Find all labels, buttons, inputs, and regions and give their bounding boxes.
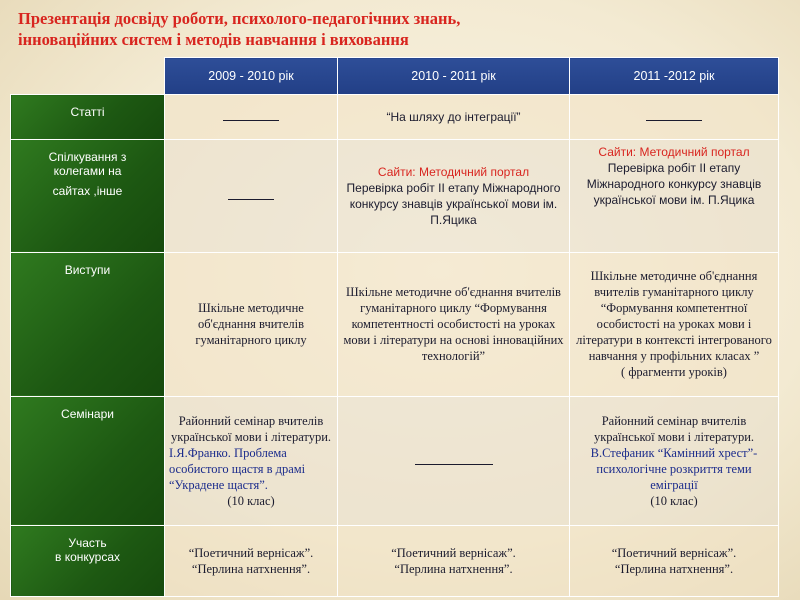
cell-text-tail: (10 клас) bbox=[227, 493, 275, 508]
cell-communication-2010 bbox=[338, 139, 570, 252]
cell-speeches-2010: Шкільне методичне об'єднання вчителів гуманітарного циклу “Формування компетентності особистості на уроках мови і літератури на основі інноваційних технологій” bbox=[338, 252, 570, 396]
row-label-contests bbox=[11, 526, 165, 597]
cell-text-topic: В.Стефаник “Камінний хрест”- психологічне розкриття теми еміграції bbox=[590, 445, 758, 492]
column-header-2010: 2010 - 2011 рік bbox=[338, 58, 570, 95]
cell-speeches-2009: Шкільне методичне об'єднання вчителів гуманітарного циклу bbox=[165, 252, 338, 396]
experience-table bbox=[10, 57, 779, 597]
cell-text: Перевірка робіт ІІ етапу Міжнародного конкурсу знавців української мови ім. П.Яцика bbox=[586, 160, 762, 207]
cell-articles-2009 bbox=[165, 95, 338, 140]
cell-text-tail: (10 клас) bbox=[650, 493, 698, 508]
row-label-line: Участь bbox=[68, 536, 107, 551]
cell-text: Районний семінар вчителів української мови і літератури. bbox=[170, 413, 332, 444]
contest-name: “Перлина натхнення”. bbox=[394, 562, 513, 577]
slide-title bbox=[18, 8, 778, 50]
contest-name: “Перлина натхнення”. bbox=[191, 562, 311, 577]
cell-contests-2011 bbox=[570, 526, 779, 597]
cell-articles-2010: “На шляху до інтеграції” bbox=[338, 95, 570, 140]
header-row bbox=[11, 58, 779, 95]
empty-dash bbox=[646, 119, 702, 121]
header-corner bbox=[11, 58, 165, 95]
sites-label: Сайти: Методичний портал bbox=[377, 164, 530, 179]
cell-communication-2011 bbox=[570, 139, 779, 252]
column-header-2009: 2009 - 2010 рік bbox=[165, 58, 338, 95]
cell-seminars-2009 bbox=[165, 396, 338, 526]
row-label-speeches: Виступи bbox=[11, 252, 165, 396]
sites-label: Сайти: Методичний портал bbox=[598, 144, 750, 159]
contest-name: “Поетичний вернісаж”. bbox=[188, 546, 314, 561]
table-row-articles bbox=[11, 95, 779, 140]
row-label-communication bbox=[11, 139, 165, 252]
table-row-communication bbox=[11, 139, 779, 252]
row-label-articles: Статті bbox=[11, 95, 165, 140]
row-label-line: колегами на bbox=[53, 163, 122, 178]
cell-text-tail: ( фрагменти уроків) bbox=[621, 365, 727, 380]
title-line-2: інноваційних систем і методів навчання і виховання bbox=[18, 30, 409, 49]
row-label-line: в конкурсах bbox=[55, 550, 120, 565]
empty-dash bbox=[415, 463, 493, 465]
cell-text-topic: І.Я.Франко. Проблема особистого щастя в драмі “Украдене щастя”. bbox=[169, 445, 306, 492]
cell-seminars-2010 bbox=[338, 396, 570, 526]
table-row-contests bbox=[11, 526, 779, 597]
row-label-seminars: Семінари bbox=[11, 396, 165, 526]
cell-text: Шкільне методичне об'єднання вчителів гуманітарного циклу “Формування компетентної особистості на уроках мови і літератури в контексті інтегрованого навчання у профільних класах ” bbox=[576, 269, 772, 364]
cell-text: Перевірка робіт ІІ етапу Міжнародного конкурсу знавців української мови ім. П.Яцика bbox=[346, 180, 561, 227]
cell-articles-2011 bbox=[570, 95, 779, 140]
row-label-line: Спілкування з bbox=[48, 149, 127, 164]
empty-dash bbox=[228, 198, 274, 200]
empty-dash bbox=[223, 119, 279, 121]
column-header-2011: 2011 -2012 рік bbox=[570, 58, 779, 95]
cell-text: Районний семінар вчителів української мови і літератури. bbox=[593, 413, 755, 444]
contest-name: “Поетичний вернісаж”. bbox=[391, 546, 516, 561]
cell-seminars-2011 bbox=[570, 396, 779, 526]
title-line-1: Презентація досвіду роботи, психолого-педагогічних знань, bbox=[18, 9, 461, 28]
contest-name: “Поетичний вернісаж”. bbox=[611, 546, 737, 561]
table-row-speeches bbox=[11, 252, 779, 396]
cell-contests-2009 bbox=[165, 526, 338, 597]
cell-speeches-2011 bbox=[570, 252, 779, 396]
table-row-seminars bbox=[11, 396, 779, 526]
cell-contests-2010 bbox=[338, 526, 570, 597]
row-label-line: сайтах ,інше bbox=[52, 183, 123, 198]
cell-communication-2009 bbox=[165, 139, 338, 252]
contest-name: “Перлина натхнення”. bbox=[614, 562, 734, 577]
